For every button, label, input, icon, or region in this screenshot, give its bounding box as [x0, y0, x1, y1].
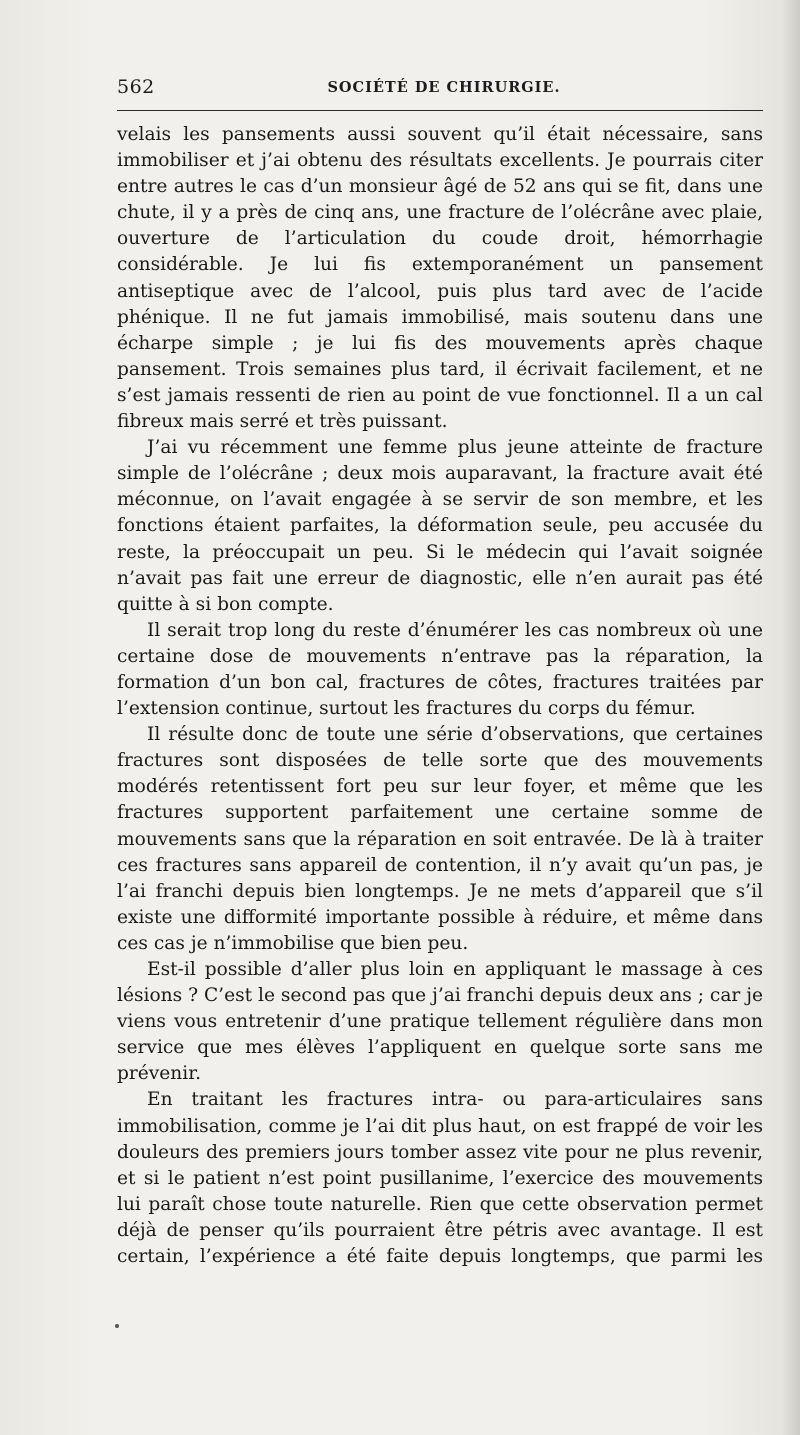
running-title: SOCIÉTÉ DE CHIRURGIE.: [327, 79, 561, 96]
paragraph: En traitant les fractures intra- ou para-articulaires sans immobilisation, comme je l’ai dit plus haut, on est frappé de voir les douleurs des premiers jours tomber assez vite pour ne plus revenir, et si le patient n’est point pusillanime, l’exercice des mouvements lui paraît chose toute naturelle. Rien que cette observation permet déjà de penser qu’ils pourraient être pétris avec avantage. Il est certain, l’expérience a été faite depuis longtemps, que parmi les: [117, 1089, 763, 1268]
paragraph: velais les pansements aussi souvent qu’il était nécessaire, sans immobiliser et j’ai obtenu des résultats excellents. Je pourrais citer entre autres le cas d’un monsieur âgé de 52 ans qui se fit, dans une chute, il y a près de cinq ans, une fracture de l’olécrâne avec plaie, ouverture de l’articulation du coude droit, hémorrhagie considérable. Je lui fis extemporanément un pansement antiseptique avec de l’alcool, puis plus tard avec de l’acide phénique. Il ne fut jamais immobilisé, mais soutenu dans une écharpe simple ; je lui fis des mouvements après chaque pansement. Trois semaines plus tard, il écrivait facilement, et ne s’est jamais ressenti de rien au point de vue fonctionnel. Il a un cal fibreux mais serré et très puissant.: [117, 124, 763, 433]
stray-ink-mark: [115, 1324, 119, 1328]
paragraph: J’ai vu récemment une femme plus jeune atteinte de fracture simple de l’olécrâne ; deux mois auparavant, la fracture avait été méconnue, on l’avait engagée à se servir de son membre, et les fonctions étaient parfaites, la déformation seule, peu accusée du reste, la préoccupait un peu. Si le médecin qui l’avait soignée n’avait pas fait une erreur de diagnostic, elle n’en aurait pas été quitte à si bon compte.: [117, 437, 763, 615]
body-text: [117, 122, 763, 1270]
page-number: 562: [117, 76, 155, 98]
paragraph: Il serait trop long du reste d’énumérer les cas nombreux où une certaine dose de mouvements n’entrave pas la réparation, la formation d’un bon cal, fractures de côtes, fractures traitées par l’extension continue, surtout les fractures du corps du fémur.: [117, 619, 763, 720]
page-header: [117, 76, 763, 100]
paragraph: Il résulte donc de toute une série d’observations, que certaines fractures sont disposées de telle sorte que des mouvements modérés retentissent fort peu sur leur foyer, et même que les fractures supportent parfaitement une certaine somme de mouvements sans que la réparation en soit entravée. De là à traiter ces fractures sans appareil de contention, il n’y avait qu’un pas, je l’ai franchi depuis bien longtemps. Je ne mets d’appareil que s’il existe une difformité importante possible à réduire, et même dans ces cas je n’immobilise que bien peu.: [117, 724, 763, 954]
page-edge-shadow: [782, 0, 800, 1435]
paragraph: Est-il possible d’aller plus loin en appliquant le massage à ces lésions ? C’est le second pas que j’ai franchi depuis deux ans ; car je viens vous entretenir d’une pratique tellement régulière dans mon service que mes élèves l’appliquent en quelque sorte sans me prévenir.: [117, 959, 763, 1085]
header-rule: [117, 110, 763, 111]
